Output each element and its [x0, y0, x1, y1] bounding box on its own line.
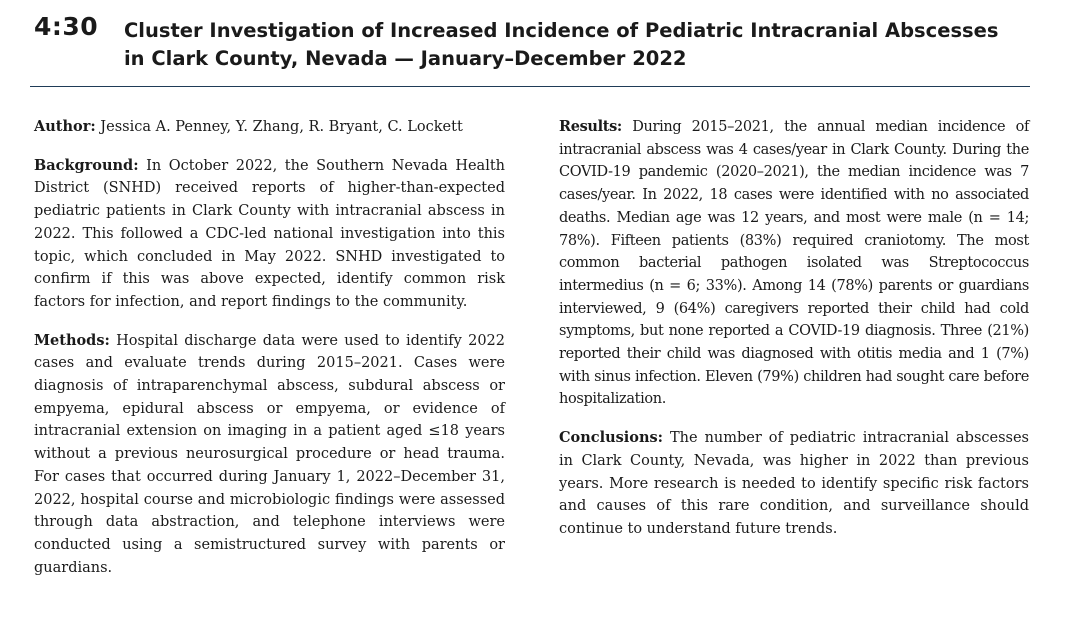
background-label: Background: [34, 156, 139, 174]
results-paragraph [559, 116, 1029, 411]
right-column [559, 116, 1029, 557]
methods-text: Hospital discharge data were used to identify 2022 cases and evaluate trends during 2015–2021. Cases were diagnosis of intraparenchymal abscess, subdural abscess or empyema, epidural abscess or empyema, or evidence of intracranial extension on imaging in a patient aged ≤18 years without a previous neurosurgical procedure or head trauma. For cases that occurred during January 1, 2022–December 31, 2022, hospital course and microbiologic findings were assessed through data abstraction, and telephone interviews were conducted using a semistructured survey with parents or guardians. [34, 332, 505, 576]
session-number: 4:30 [34, 12, 99, 41]
background-paragraph [34, 155, 505, 314]
author-paragraph [34, 116, 505, 139]
author-label: Author: [34, 118, 96, 135]
abstract-title: Cluster Investigation of Increased Incidence of Pediatric Intracranial Abscesses in Clark County, Nevada — January–December 2022 [124, 19, 999, 70]
methods-paragraph [34, 330, 505, 580]
conclusions-label: Conclusions: [559, 429, 664, 447]
methods-label: Methods: [34, 331, 110, 349]
abstract-header [30, 10, 1030, 87]
author-text: Jessica A. Penney, Y. Zhang, R. Bryant, C. Lockett [95, 119, 463, 135]
background-text: In October 2022, the Southern Nevada Health District (SNHD) received reports of higher-than-expected pediatric patients in Clark County with intracranial abscess in 2022. This followed a CDC-led national investigation into this topic, which concluded in May 2022. SNHD investigated to confirm if this was above expected, identify common risk factors for infection, and report findings to the community. [34, 157, 505, 310]
conclusions-paragraph [559, 427, 1029, 541]
results-text: During 2015–2021, the annual median incidence of intracranial abscess was 4 cases/year in Clark County. During the COVID-19 pandemic (2020–2021), the median incidence was 7 cases/year. In 2022, 18 cases were identified with no associated deaths. Median age was 12 years, and most were male (n = 14; 78%). Fifteen patients (83%) required craniotomy. The most common bacterial pathogen isolated was Streptococcus intermedius (n = 6; 33%). Among 14 (78%) parents or guardians interviewed, 9 (64%) caregivers reported their child had cold symptoms, but none reported a COVID-19 diagnosis. Three (21%) reported their child was diagnosed with otitis media and 1 (7%) with sinus infection. Eleven (79%) children had sought care before hospitalization. [559, 119, 1029, 408]
conclusions-text: The number of pediatric intracranial abscesses in Clark County, Nevada, was higher in 2022 than previous years. More research is needed to identify specific risk factors and causes of this rare condition, and surveillance should continue to understand future trends. [559, 430, 1029, 537]
left-column [34, 116, 505, 595]
results-label: Results: [559, 118, 622, 135]
